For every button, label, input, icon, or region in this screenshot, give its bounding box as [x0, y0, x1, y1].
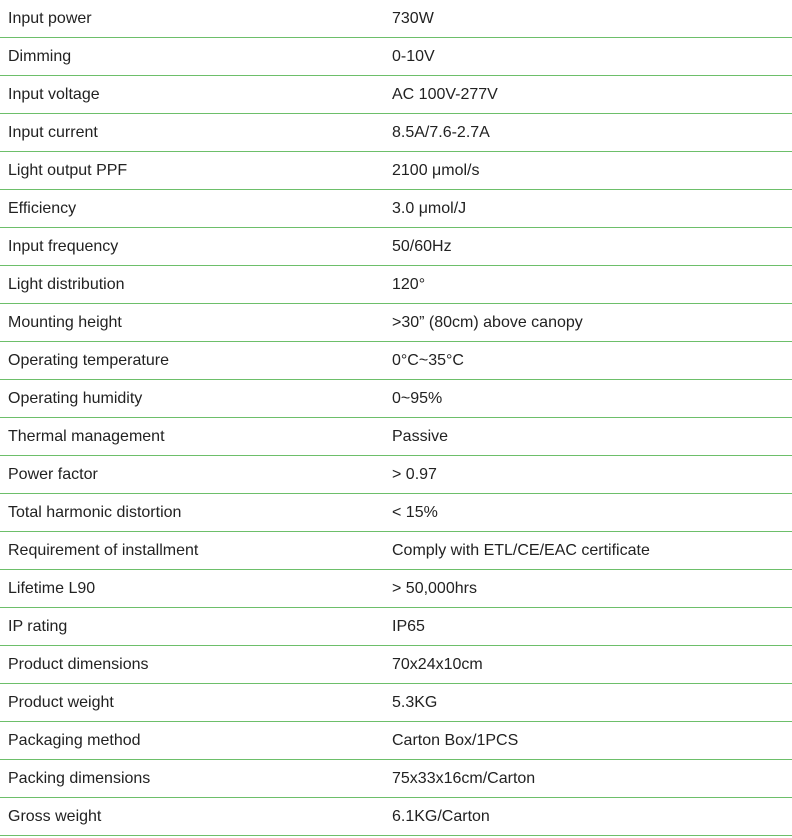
spec-value: 70x24x10cm — [392, 656, 483, 673]
spec-row — [0, 608, 792, 646]
spec-value: IP65 — [392, 618, 425, 635]
spec-row — [0, 0, 792, 38]
spec-row — [0, 760, 792, 798]
spec-row — [0, 570, 792, 608]
spec-value: AC 100V-277V — [392, 86, 498, 103]
spec-value: 0~95% — [392, 390, 443, 407]
spec-row — [0, 342, 792, 380]
spec-value: 2100 μmol/s — [392, 162, 480, 179]
spec-value: > 50,000hrs — [392, 580, 477, 597]
spec-row — [0, 76, 792, 114]
spec-row — [0, 380, 792, 418]
spec-label: Requirement of installment — [8, 542, 199, 559]
spec-label: Gross weight — [8, 808, 102, 825]
spec-value: >30” (80cm) above canopy — [392, 314, 583, 331]
spec-value: Comply with ETL/CE/EAC certificate — [392, 542, 650, 559]
spec-row — [0, 38, 792, 76]
spec-label: Operating humidity — [8, 390, 143, 407]
spec-label: Thermal management — [8, 428, 165, 445]
spec-label: Operating temperature — [8, 352, 169, 369]
spec-value: 730W — [392, 10, 434, 27]
spec-label: IP rating — [8, 618, 68, 635]
spec-row — [0, 722, 792, 760]
spec-value: 0-10V — [392, 48, 435, 65]
spec-row — [0, 304, 792, 342]
spec-value: > 0.97 — [392, 466, 437, 483]
spec-label: Power factor — [8, 466, 98, 483]
spec-label: Light distribution — [8, 276, 125, 293]
spec-label: Light output PPF — [8, 162, 128, 179]
spec-value: Carton Box/1PCS — [392, 732, 519, 749]
spec-value: < 15% — [392, 504, 438, 521]
spec-row — [0, 532, 792, 570]
spec-value: 0°C~35°C — [392, 352, 464, 369]
spec-value: 5.3KG — [392, 694, 438, 711]
spec-row — [0, 684, 792, 722]
spec-label: Lifetime L90 — [8, 580, 96, 597]
spec-label: Efficiency — [8, 200, 77, 217]
spec-row — [0, 114, 792, 152]
spec-label: Product weight — [8, 694, 114, 711]
spec-label: Mounting height — [8, 314, 122, 331]
spec-label: Dimming — [8, 48, 72, 65]
spec-label: Total harmonic distortion — [8, 504, 182, 521]
spec-label: Product dimensions — [8, 656, 149, 673]
spec-row — [0, 418, 792, 456]
spec-value: 6.1KG/Carton — [392, 808, 490, 825]
spec-label: Input power — [8, 10, 92, 27]
spec-label: Input frequency — [8, 238, 119, 255]
spec-value: 8.5A/7.6-2.7A — [392, 124, 490, 141]
spec-row — [0, 494, 792, 532]
spec-label: Packing dimensions — [8, 770, 151, 787]
spec-row — [0, 152, 792, 190]
spec-row — [0, 266, 792, 304]
spec-value: 120° — [392, 276, 426, 293]
spec-value: 50/60Hz — [392, 238, 452, 255]
spec-value: 75x33x16cm/Carton — [392, 770, 536, 787]
spec-row — [0, 456, 792, 494]
spec-row — [0, 190, 792, 228]
spec-row — [0, 646, 792, 684]
spec-label: Input current — [8, 124, 98, 141]
spec-value: Passive — [392, 428, 449, 445]
spec-row — [0, 228, 792, 266]
spec-row — [0, 798, 792, 836]
spec-value: 3.0 μmol/J — [392, 200, 467, 217]
spec-label: Input voltage — [8, 86, 100, 103]
spec-label: Packaging method — [8, 732, 141, 749]
